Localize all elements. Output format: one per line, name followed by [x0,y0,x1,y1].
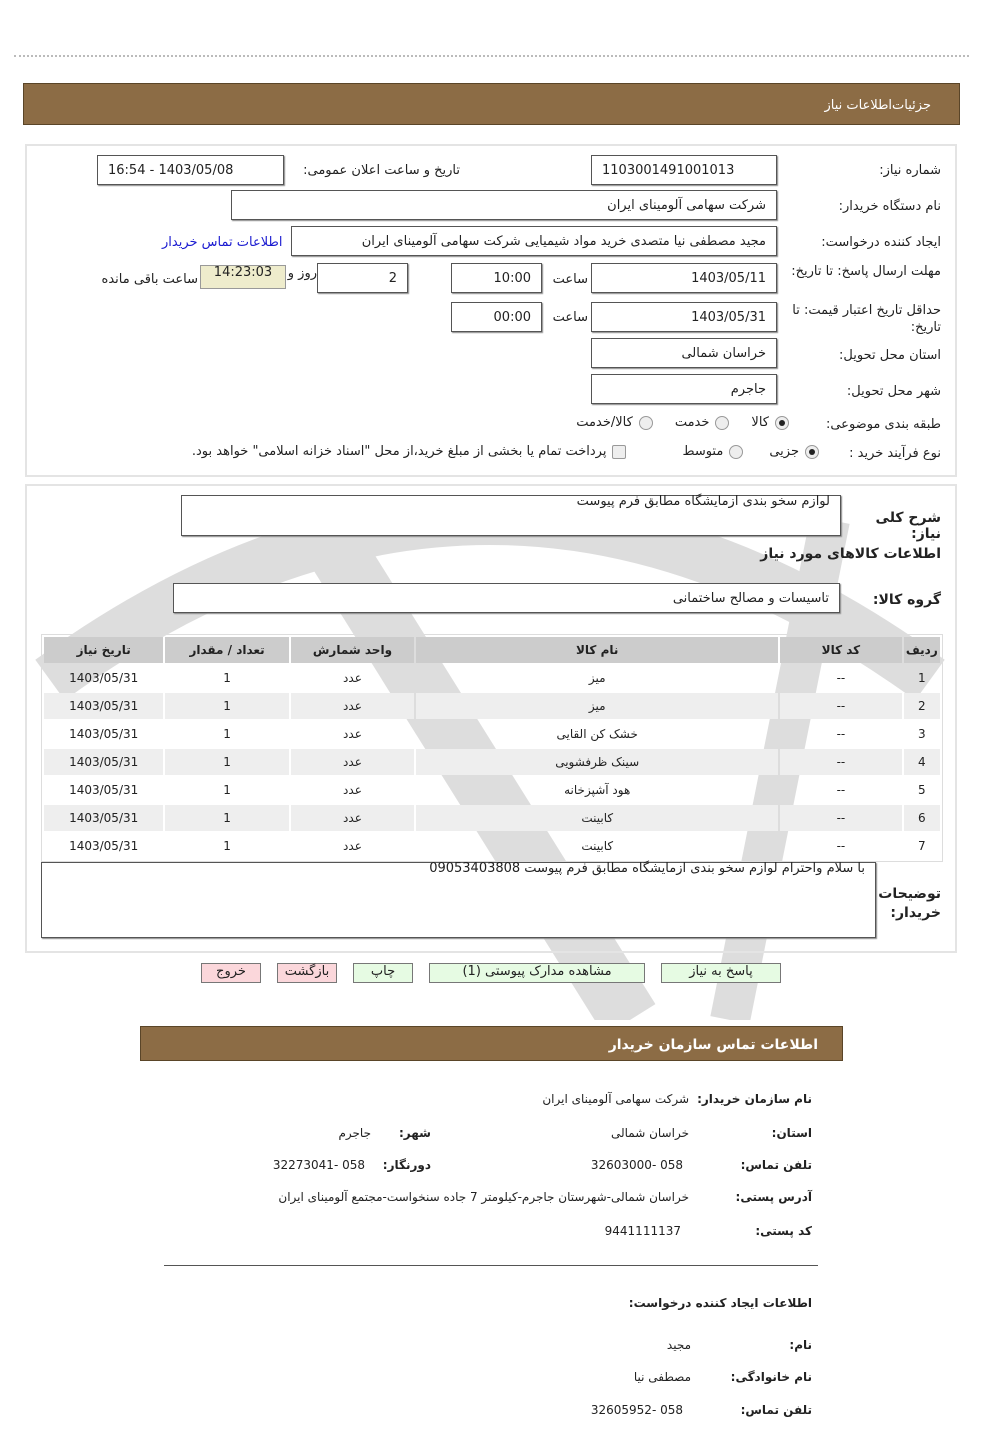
name-label: نام: [789,1338,812,1352]
radio-checked[interactable] [805,445,819,459]
creator-phone-label: تلفن تماس: [740,1403,812,1417]
table-cell: عدد [291,749,414,775]
option-label: جزیی [769,444,799,459]
validity-date-field: 1403/05/31 [591,302,777,332]
table-cell: 1403/05/31 [69,839,139,853]
table-cell: عدد [343,671,362,685]
table-cell: 1 [917,671,926,685]
creator-info-title: اطلاعات ایجاد کننده درخواست: [628,1296,812,1310]
province-label: استان: [771,1126,812,1140]
table-cell: -- [836,727,846,741]
city-field: جاجرم [591,374,777,404]
table-cell: 1 [223,671,231,685]
validity-label: حداقل تاریخ اعتبار قیمت: تا تاریخ: [792,303,941,335]
family-label: نام خانوادگی: [730,1370,812,1384]
page-title: جزئیات‌اطلاعات نیاز [824,98,931,113]
table-row [44,665,940,691]
column-header: ردیف [904,637,940,663]
summary-label: شرح کلی نیاز: [875,510,941,542]
table-row [44,833,940,859]
table-cell: 4 [904,749,940,775]
contact-title: اطلاعات تماس سازمان خریدار [608,1037,818,1053]
table-cell: -- [780,805,901,831]
buyer-field: شرکت سهامی آلومینای ایران [231,190,777,220]
table-row [44,777,940,803]
creator-field: مجید مصطفی نیا متصدی خرید مواد شیمیایی شرکت سهامی آلومینای ایران [291,226,777,256]
category-goods-service[interactable] [576,415,653,430]
table-cell: 6 [904,805,940,831]
table-cell: 1403/05/31 [69,727,139,741]
phone-label: تلفن تماس: [740,1158,812,1172]
deadline-time-field: 10:00 [451,263,542,293]
announce-label: تاریخ و ساعت اعلان عمومی: [303,163,460,178]
org-value: شرکت سهامی آلومینای ایران [542,1092,689,1106]
category-goods[interactable] [751,415,789,430]
table-cell: 3 [917,727,926,741]
goods-section-title: اطلاعات کالاهای مورد نیاز [760,546,941,562]
name-value: مجید [666,1338,691,1352]
phone-value: 058 -32603000 [590,1158,683,1172]
column-header: نام کالا [416,637,778,663]
province-field: خراسان شمالی [591,338,777,368]
table-cell: کابینت [416,805,778,831]
validity-time-label: ساعت [552,310,588,325]
table-cell: عدد [343,839,362,853]
column-header: واحد شمارش [291,637,414,663]
category-radio-group [576,415,789,430]
reply-button[interactable]: پاسخ به نیاز [661,963,781,983]
days-label: روز و [287,266,317,281]
deadline-label: مهلت ارسال پاسخ: تا تاریخ: [791,264,941,279]
table-cell: 7 [917,839,926,853]
buyer-label: نام دستگاه خریدار: [838,199,941,214]
table-row [44,693,940,719]
table-row [44,721,940,747]
divider [164,1265,818,1266]
remaining-time: 14:23:03 [200,265,286,289]
table-cell: خشک کن القایی [556,727,638,741]
table-cell: کابینت [581,839,614,853]
validity-time-field: 00:00 [451,302,542,332]
table-cell: 1 [223,839,231,853]
buyer-contact-link[interactable]: اطلاعات تماس خریدار [162,235,283,250]
goods-table [42,635,942,861]
creator-phone-value: 058 -32605952 [590,1403,683,1417]
goods-table-wrap [41,634,943,862]
option-label: کالا/خدمت [576,415,633,430]
table-row [44,805,940,831]
buyer-notes-field: با سلام واحترام لوازم سخو بندی ازمایشگاه مطابق فرم پیوست 09053403808 [41,862,876,938]
deadline-date-field: 1403/05/11 [591,263,777,293]
creator-label: ایجاد کننده درخواست: [821,235,941,250]
table-cell: -- [836,783,846,797]
announce-field: 1403/05/08 - 16:54 [97,155,284,185]
table-cell: -- [780,749,901,775]
deadline-time-label: ساعت [552,272,588,287]
radio[interactable] [639,416,653,430]
table-cell: 1403/05/31 [44,749,163,775]
postal-label: کد پستی: [755,1224,812,1238]
option-label: کالا [751,415,769,430]
table-cell: 1403/05/31 [69,783,139,797]
table-cell: عدد [291,693,414,719]
table-cell: -- [836,671,846,685]
contact-header [140,1026,843,1061]
process-minor[interactable] [769,444,819,459]
process-radio-group [192,444,819,459]
checkbox[interactable] [612,445,626,459]
table-cell: 1 [165,693,288,719]
treasury-payment-checkbox[interactable] [192,444,627,459]
postal-value: 9441111137 [604,1224,681,1238]
column-header: تاریخ نیاز [44,637,163,663]
org-label: نام سازمان خریدار: [697,1092,812,1106]
table-cell: سینک ظرفشویی [416,749,778,775]
radio-checked[interactable] [775,416,789,430]
table-cell: میز [588,671,606,685]
radio[interactable] [715,416,729,430]
table-cell: عدد [343,783,362,797]
category-service[interactable] [675,415,730,430]
fax-value: 058 -32273041 [272,1158,365,1172]
back-button[interactable]: بازگشت [277,963,337,983]
table-cell: 1403/05/31 [44,805,163,831]
address-value: خراسان شمالی-شهرستان جاجرم-کیلومتر 7 جاده سنخواست-مجتمع آلومینای ایران [278,1190,689,1204]
province-label: استان محل تحویل: [839,348,941,363]
option-label: پرداخت تمام یا بخشی از مبلغ خرید،از محل "اسناد خزانه اسلامی" خواهد بود. [191,444,607,459]
table-cell: میز [416,693,778,719]
table-cell: 1 [223,783,231,797]
print-button[interactable]: چاپ [353,963,413,983]
goods-group-label: گروه کالا: [872,592,941,608]
table-cell: -- [780,693,901,719]
table-cell: 2 [904,693,940,719]
summary-field: لوازم سخو بندی ازمایشگاه مطابق فرم پیوست [181,495,841,536]
radio[interactable] [729,445,743,459]
table-cell: 1 [165,805,288,831]
process-medium[interactable] [682,444,743,459]
option-label: خدمت [674,415,710,430]
city-label: شهر محل تحویل: [846,384,941,399]
family-value: مصطفی نیا [633,1370,691,1384]
city-value: جاجرم [338,1126,371,1140]
goods-group-field: تاسیسات و مصالح ساختمانی [173,583,840,613]
column-header: تعداد / مقدار [165,637,288,663]
city-label: شهر: [399,1126,431,1140]
table-cell: عدد [343,727,362,741]
notes-label: توضیحات خریدار: [878,886,941,921]
table-cell: 1 [165,749,288,775]
address-label: آدرس پستی: [735,1190,812,1204]
option-label: متوسط [682,444,724,459]
remaining-label: ساعت باقی مانده [101,272,198,287]
need-number-label: شماره نیاز: [879,163,941,178]
divider [14,55,969,57]
column-header: کد کالا [780,637,901,663]
exit-button[interactable]: خروج [201,963,261,983]
days-field: 2 [317,263,408,293]
table-cell: عدد [291,805,414,831]
view-attachments-button[interactable]: مشاهده مدارک پیوستی (1) [429,963,645,983]
category-label: طبقه بندی موضوعی: [825,417,941,432]
table-cell: 1403/05/31 [69,671,139,685]
table-cell: -- [836,839,846,853]
table-cell: 5 [917,783,926,797]
need-number-field: 1103001491001013 [591,155,777,185]
province-value: خراسان شمالی [610,1126,689,1140]
table-cell: 1403/05/31 [44,693,163,719]
process-label: نوع فرآیند خرید : [849,446,941,461]
fax-label: دورنگار: [382,1158,431,1172]
table-row [44,749,940,775]
page-header [23,83,960,125]
table-cell: 1 [223,727,231,741]
table-cell: هود آشپزخانه [564,783,631,797]
